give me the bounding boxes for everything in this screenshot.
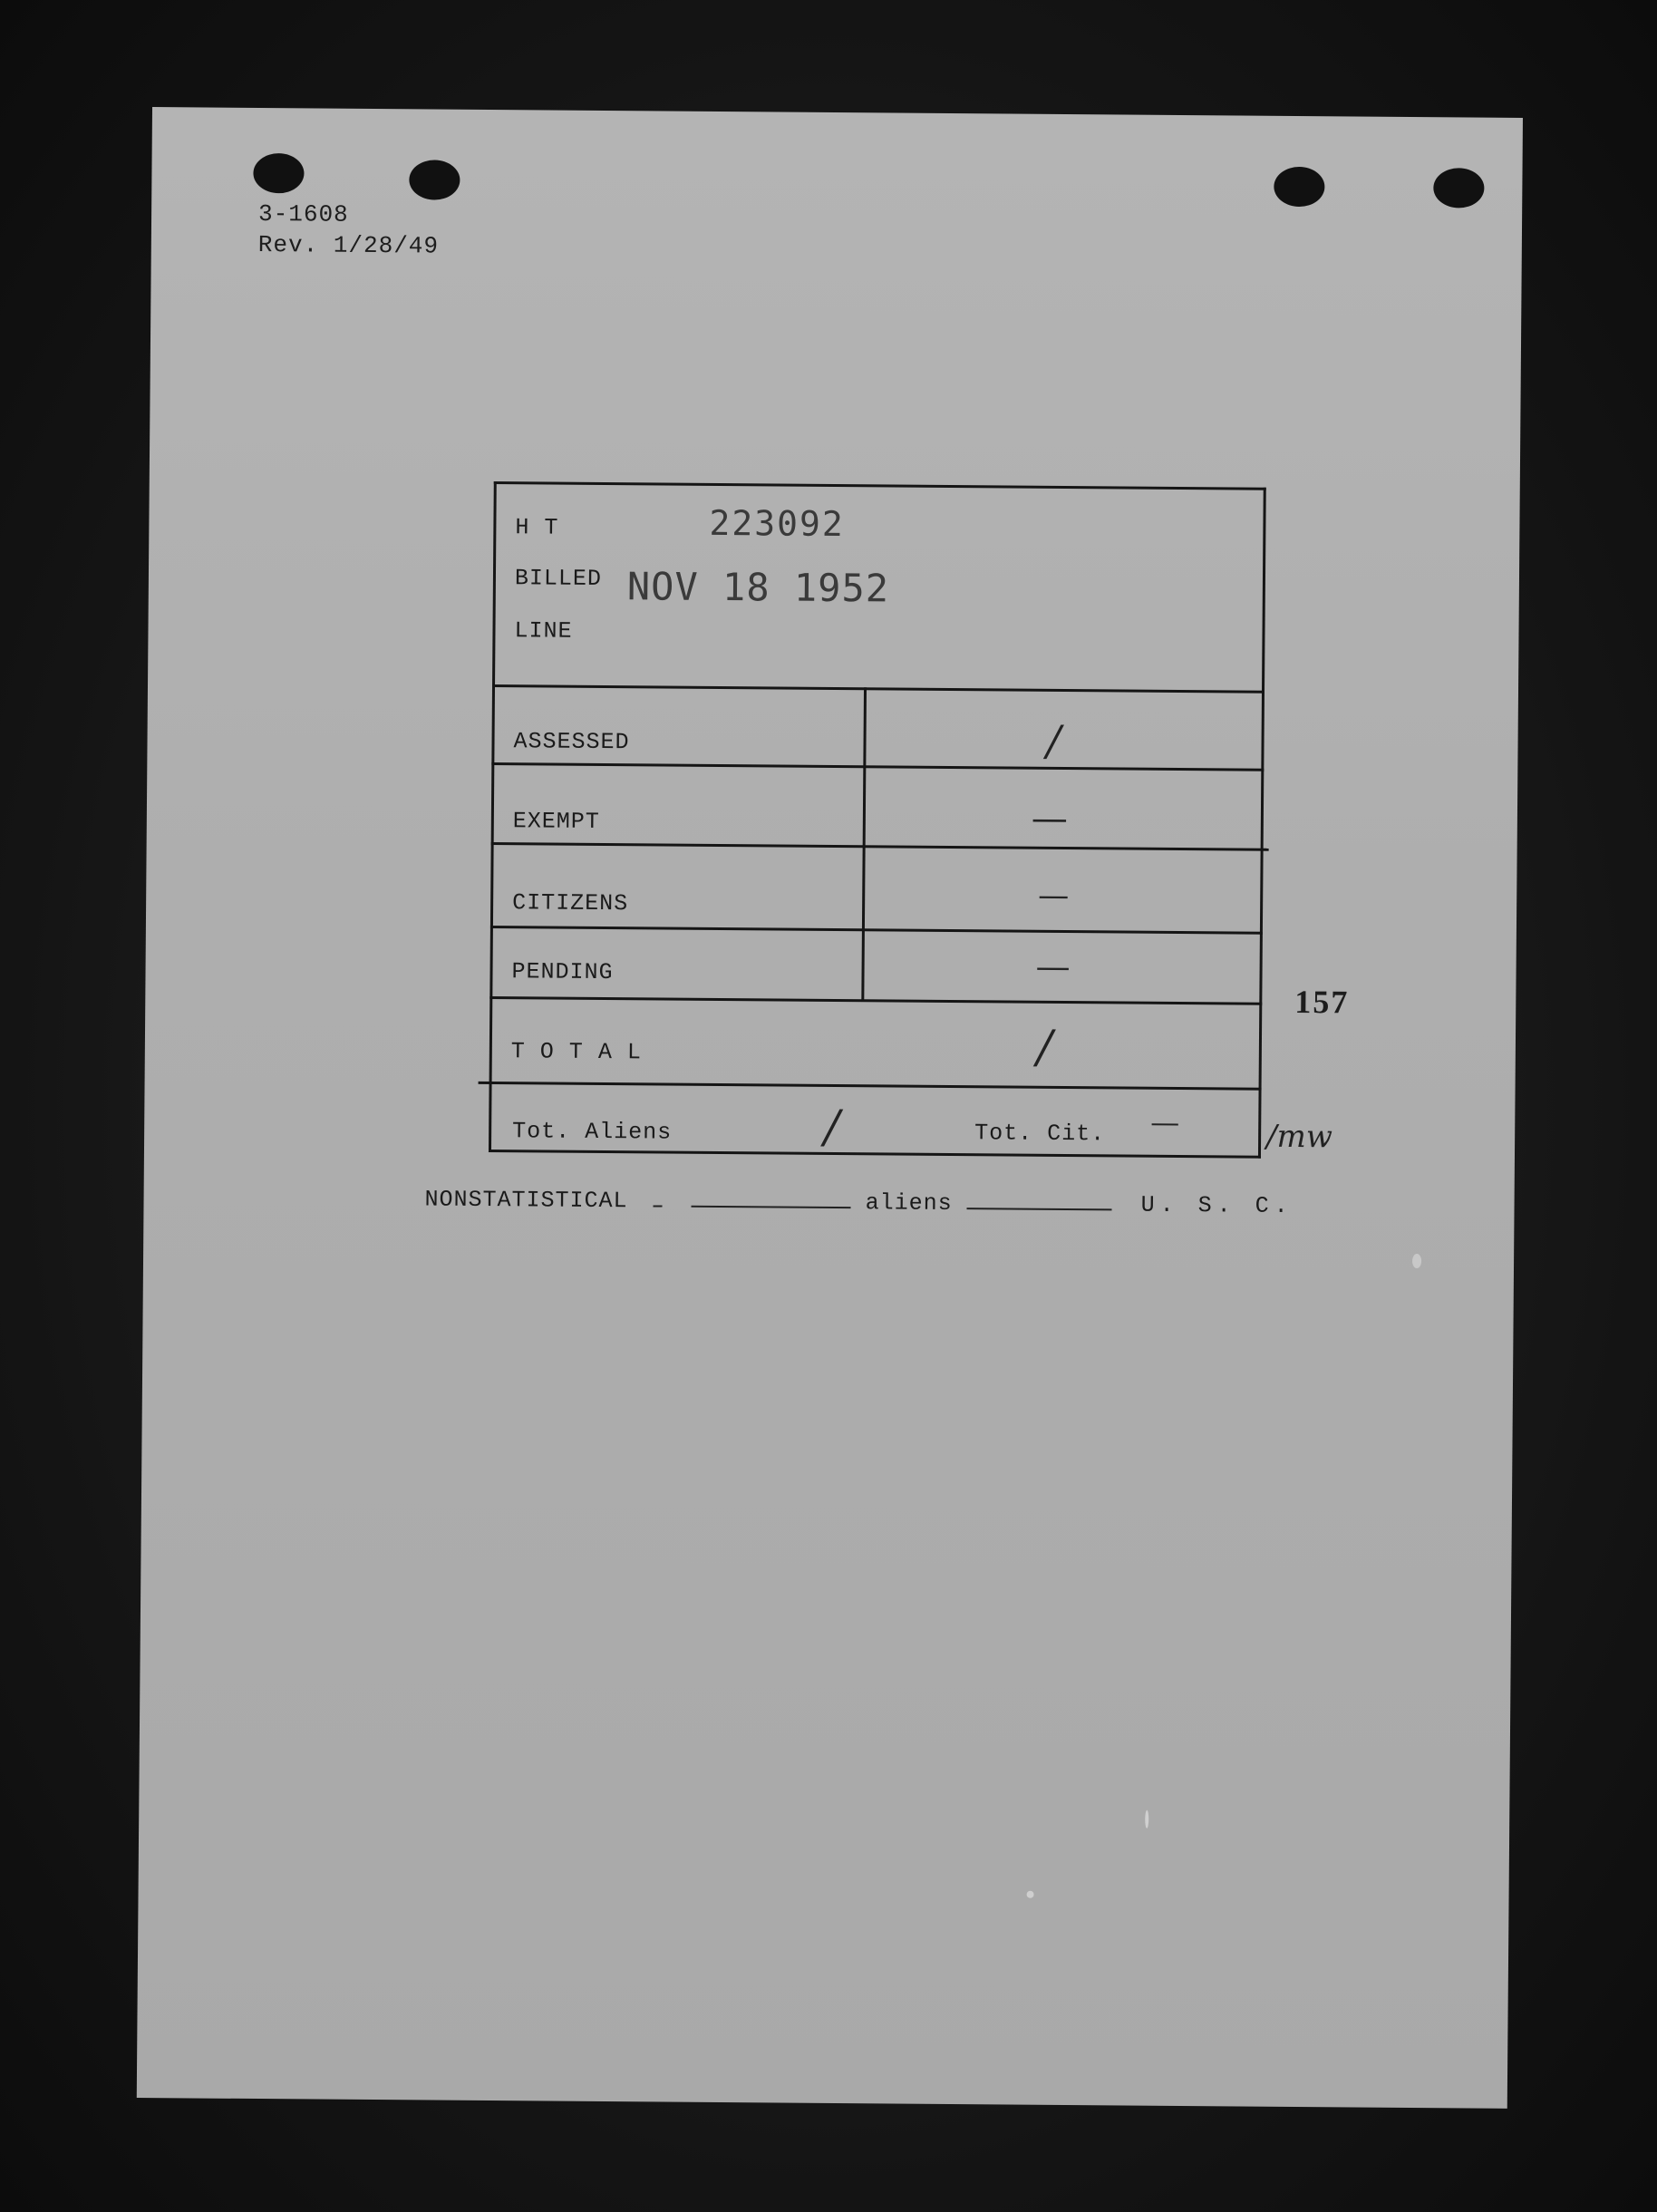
- row-divider: [479, 1082, 1262, 1091]
- box-left-border: [489, 481, 497, 1152]
- form-number-block: [258, 199, 440, 262]
- box-bottom-border: [489, 1150, 1261, 1159]
- handwritten-initials: /mw: [1265, 1118, 1333, 1156]
- paper-speck: [1027, 1891, 1034, 1898]
- row-divider: [490, 926, 1263, 935]
- paper-speck: [1145, 1810, 1148, 1829]
- document-page: [137, 107, 1523, 2109]
- ht-label: H T: [515, 514, 559, 541]
- nonstatistical-label: NONSTATISTICAL: [424, 1186, 628, 1215]
- billed-label: BILLED: [514, 565, 603, 592]
- tot-aliens-value: /: [823, 1100, 840, 1154]
- usc-blank-line: [967, 1208, 1112, 1210]
- box-right-border: [1258, 488, 1266, 1159]
- billed-date-stamp: NOV 18 1952: [626, 564, 890, 611]
- aliens-blank-line: [692, 1206, 851, 1208]
- revision-date: Rev. 1/28/49: [257, 230, 440, 260]
- total-label: T O T A L: [510, 1038, 642, 1066]
- header-divider: [492, 684, 1265, 694]
- punch-hole: [1274, 167, 1324, 207]
- row-label-exempt: EXEMPT: [512, 808, 600, 835]
- line-label: LINE: [514, 617, 573, 645]
- row-label-pending: PENDING: [511, 958, 614, 986]
- row-value-citizens: —: [1038, 877, 1070, 915]
- row-divider: [491, 762, 1264, 771]
- punch-hole: [253, 153, 304, 193]
- tot-aliens-label: Tot. Aliens: [512, 1118, 673, 1146]
- aliens-label: aliens: [865, 1189, 953, 1218]
- nonstatistical-line: [424, 1186, 1293, 1219]
- ht-number-stamp: 223092: [709, 502, 845, 545]
- tot-cit-label: Tot. Cit.: [974, 1120, 1106, 1148]
- usc-label: U. S. C.: [1140, 1191, 1294, 1219]
- tot-cit-value: —: [1150, 1104, 1180, 1140]
- blank-underline: [654, 1205, 663, 1207]
- row-value-pending: —: [1035, 946, 1071, 987]
- row-label-citizens: CITIZENS: [512, 889, 629, 917]
- form-number: 3-1608: [257, 199, 349, 228]
- total-value: /: [1036, 1020, 1052, 1073]
- punch-hole: [1433, 168, 1484, 208]
- box-top-border: [494, 481, 1266, 490]
- row-value-exempt: —: [1031, 797, 1069, 840]
- row-divider: [491, 842, 1269, 851]
- punch-hole: [409, 160, 460, 199]
- tally-box: [489, 481, 1266, 1159]
- side-number: 157: [1294, 983, 1350, 1021]
- row-divider: [489, 996, 1262, 1005]
- paper-speck: [1412, 1254, 1421, 1268]
- row-label-assessed: ASSESSED: [513, 728, 630, 756]
- row-value-assessed: /: [1046, 715, 1061, 765]
